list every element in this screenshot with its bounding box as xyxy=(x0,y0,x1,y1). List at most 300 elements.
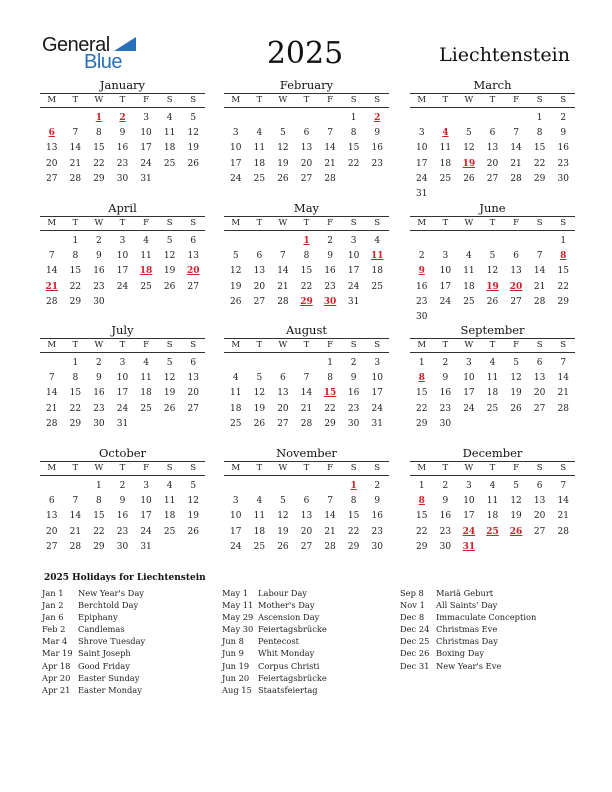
day-cell: 27 xyxy=(486,173,499,184)
day-cell: 28 xyxy=(510,173,522,184)
day-cell: 15 xyxy=(557,266,569,277)
month-name: July xyxy=(111,323,134,337)
day-cell: 27 xyxy=(253,296,266,307)
holiday-row xyxy=(42,635,222,647)
day-cell: 6 xyxy=(256,251,263,262)
day-cell: 24 xyxy=(439,296,452,307)
day-cell: 22 xyxy=(416,403,428,414)
day-cell: 2 xyxy=(327,236,333,246)
day-cell: 30 xyxy=(416,311,428,322)
day-cell: 1 xyxy=(560,236,567,246)
day-cell: 12 xyxy=(187,496,199,507)
holiday-row xyxy=(222,684,402,696)
day-cell: 27 xyxy=(300,541,313,552)
day-cell: 23 xyxy=(416,296,428,307)
weekday-label: T xyxy=(119,463,126,473)
weekday-label: F xyxy=(513,218,520,228)
day-cell: 26 xyxy=(463,173,475,184)
day-cell: 6 xyxy=(303,496,310,507)
holiday-day-cell: 20 xyxy=(509,281,523,292)
day-cell: 22 xyxy=(300,281,313,292)
day-cell: 5 xyxy=(513,481,519,491)
day-cell: 13 xyxy=(253,266,266,277)
day-cell: 8 xyxy=(350,496,357,507)
day-cell: 21 xyxy=(557,388,569,399)
day-cell: 4 xyxy=(256,496,263,507)
weekday-label: T xyxy=(442,463,449,473)
weekday-header xyxy=(410,338,575,353)
day-cell: 26 xyxy=(187,158,199,169)
day-cell: 13 xyxy=(533,373,546,384)
day-cell: 27 xyxy=(46,541,58,552)
weekday-header xyxy=(224,216,389,231)
day-cell: 8 xyxy=(72,373,79,384)
day-cell: 25 xyxy=(163,158,176,169)
weekday-label: W xyxy=(94,95,104,105)
weekday-header xyxy=(410,93,575,108)
day-cell: 25 xyxy=(140,281,152,292)
day-cell: 6 xyxy=(513,251,519,262)
holiday-row xyxy=(222,599,402,611)
weekday-label: T xyxy=(256,340,263,350)
day-cell: 7 xyxy=(72,496,79,507)
day-cell: 13 xyxy=(46,143,58,154)
day-cell: 14 xyxy=(557,373,569,384)
day-cell: 6 xyxy=(48,496,55,507)
day-cell: 9 xyxy=(96,251,102,262)
holiday-name: New Year's Day xyxy=(78,588,144,598)
day-grid xyxy=(224,356,389,432)
day-cell: 12 xyxy=(277,143,289,154)
holiday-day-cell: 1 xyxy=(350,481,357,491)
day-cell: 13 xyxy=(187,251,199,262)
holiday-name: Whit Monday xyxy=(258,648,315,659)
day-cell: 13 xyxy=(486,143,499,154)
day-cell: 4 xyxy=(143,358,149,368)
holiday-day-cell: 2 xyxy=(374,113,381,123)
day-cell: 28 xyxy=(324,173,336,184)
day-cell: 10 xyxy=(371,373,383,384)
holiday-date: Jan 2 xyxy=(42,600,64,611)
weekday-header xyxy=(40,338,205,353)
day-cell: 15 xyxy=(533,143,546,154)
holiday-day-cell: 2 xyxy=(119,113,126,123)
holiday-name: Good Friday xyxy=(78,660,130,671)
day-cell: 6 xyxy=(489,128,496,139)
day-cell: 4 xyxy=(466,251,472,262)
empty-cell xyxy=(248,111,272,126)
day-cell: 23 xyxy=(439,403,452,414)
day-cell: 30 xyxy=(439,418,452,429)
month-september xyxy=(410,323,575,432)
empty-cell xyxy=(271,111,295,126)
holiday-name: Labour Day xyxy=(258,588,307,598)
day-cell: 17 xyxy=(116,388,129,399)
day-cell: 30 xyxy=(347,418,360,429)
day-cell: 10 xyxy=(140,496,152,507)
day-cell: 14 xyxy=(46,388,58,399)
weekday-label: F xyxy=(143,340,150,350)
holiday-date: Apr 21 xyxy=(42,684,71,695)
day-cell: 26 xyxy=(510,403,522,414)
day-cell: 17 xyxy=(140,143,152,154)
day-cell: 28 xyxy=(324,541,336,552)
day-cell: 10 xyxy=(463,496,475,507)
day-cell: 10 xyxy=(230,511,242,522)
day-cell: 22 xyxy=(69,281,82,292)
day-cell: 17 xyxy=(140,511,152,522)
holiday-name: Easter Sunday xyxy=(78,672,140,683)
day-cell: 23 xyxy=(93,281,105,292)
day-cell: 16 xyxy=(439,511,452,522)
day-cell: 16 xyxy=(557,143,569,154)
weekday-label: S xyxy=(190,463,197,473)
day-cell: 19 xyxy=(163,388,176,399)
month-january xyxy=(40,78,205,187)
month-name: April xyxy=(108,201,137,215)
month-november xyxy=(224,446,389,555)
day-cell: 2 xyxy=(350,358,357,368)
day-cell: 29 xyxy=(557,296,569,307)
weekday-label: S xyxy=(374,218,381,228)
day-cell: 5 xyxy=(466,128,472,139)
day-cell: 27 xyxy=(533,403,546,414)
day-cell: 31 xyxy=(140,173,152,184)
holiday-date: Apr 20 xyxy=(42,672,71,683)
day-cell: 21 xyxy=(533,281,546,292)
holiday-date: Jan 1 xyxy=(42,588,64,598)
holiday-day-cell: 19 xyxy=(486,281,499,292)
day-cell: 5 xyxy=(190,113,197,123)
day-grid xyxy=(40,111,205,187)
day-cell: 1 xyxy=(350,113,357,123)
day-cell: 23 xyxy=(324,281,336,292)
holiday-row xyxy=(42,684,222,696)
day-cell: 22 xyxy=(93,526,105,537)
day-cell: 14 xyxy=(46,266,58,277)
holiday-date: Aug 15 xyxy=(222,684,252,695)
day-cell: 5 xyxy=(256,373,263,384)
month-name: March xyxy=(473,78,512,92)
day-cell: 4 xyxy=(489,358,496,368)
weekday-label: T xyxy=(489,463,496,473)
day-cell: 12 xyxy=(253,388,266,399)
weekday-label: F xyxy=(327,340,334,350)
weekday-label: T xyxy=(442,340,449,350)
holiday-name: Corpus Christi xyxy=(258,660,320,671)
day-cell: 14 xyxy=(300,388,313,399)
day-cell: 4 xyxy=(256,128,263,139)
day-cell: 17 xyxy=(463,388,475,399)
day-cell: 22 xyxy=(324,403,336,414)
day-cell: 16 xyxy=(439,388,452,399)
day-cell: 26 xyxy=(253,418,266,429)
day-cell: 18 xyxy=(253,526,266,537)
day-cell: 5 xyxy=(190,481,197,491)
day-cell: 8 xyxy=(96,496,102,507)
day-cell: 25 xyxy=(230,418,242,429)
weekday-label: S xyxy=(166,463,173,473)
day-cell: 9 xyxy=(119,496,126,507)
day-cell: 3 xyxy=(232,496,239,507)
holiday-name: Ascension Day xyxy=(258,612,320,623)
holiday-name: Mother's Day xyxy=(258,600,315,611)
day-cell: 23 xyxy=(93,403,105,414)
day-cell: 18 xyxy=(253,158,266,169)
day-cell: 6 xyxy=(303,128,310,139)
day-cell: 17 xyxy=(230,158,242,169)
holiday-row xyxy=(222,635,402,647)
empty-cell xyxy=(504,111,528,126)
day-cell: 13 xyxy=(300,143,313,154)
weekday-label: S xyxy=(190,340,197,350)
day-cell: 20 xyxy=(533,388,546,399)
weekday-label: S xyxy=(374,463,381,473)
day-cell: 24 xyxy=(116,403,129,414)
empty-cell xyxy=(318,479,342,494)
day-cell: 7 xyxy=(280,251,286,262)
month-june xyxy=(410,201,575,325)
weekday-label: T xyxy=(489,218,496,228)
day-cell: 7 xyxy=(327,128,333,139)
day-cell: 31 xyxy=(371,418,383,429)
holiday-column xyxy=(222,587,402,696)
weekday-label: S xyxy=(536,218,543,228)
day-cell: 18 xyxy=(163,511,176,522)
day-cell: 5 xyxy=(280,128,286,139)
day-cell: 20 xyxy=(46,158,58,169)
day-cell: 20 xyxy=(533,511,546,522)
weekday-header xyxy=(224,93,389,108)
day-cell: 5 xyxy=(513,358,519,368)
day-cell: 21 xyxy=(324,158,336,169)
day-cell: 16 xyxy=(116,511,129,522)
holiday-day-cell: 26 xyxy=(509,526,523,537)
day-cell: 20 xyxy=(300,526,313,537)
day-cell: 24 xyxy=(230,541,242,552)
weekday-label: F xyxy=(327,218,334,228)
day-cell: 4 xyxy=(166,481,173,491)
day-cell: 24 xyxy=(116,281,129,292)
day-cell: 21 xyxy=(69,158,82,169)
holiday-row xyxy=(222,660,402,672)
day-cell: 9 xyxy=(350,373,357,384)
weekday-label: S xyxy=(190,95,197,105)
day-cell: 25 xyxy=(486,403,499,414)
day-cell: 17 xyxy=(230,526,242,537)
month-name: September xyxy=(460,323,525,337)
day-grid xyxy=(224,234,389,310)
day-cell: 1 xyxy=(72,358,79,368)
holiday-day-cell: 30 xyxy=(323,296,337,307)
day-cell: 25 xyxy=(439,173,452,184)
day-cell: 19 xyxy=(230,281,242,292)
weekday-label: S xyxy=(560,218,567,228)
day-cell: 21 xyxy=(510,158,522,169)
day-cell: 8 xyxy=(327,373,333,384)
day-cell: 12 xyxy=(230,266,242,277)
day-cell: 30 xyxy=(557,173,569,184)
day-cell: 27 xyxy=(533,526,546,537)
day-cell: 5 xyxy=(489,251,496,262)
weekday-label: S xyxy=(350,340,357,350)
empty-cell xyxy=(410,111,434,126)
day-cell: 3 xyxy=(350,236,357,246)
day-grid xyxy=(410,234,575,325)
holiday-date: Dec 25 xyxy=(400,636,430,647)
day-cell: 11 xyxy=(253,143,266,154)
day-cell: 25 xyxy=(253,173,266,184)
day-cell: 15 xyxy=(93,143,105,154)
holiday-name: Candlemas xyxy=(78,624,125,635)
day-cell: 18 xyxy=(163,143,176,154)
day-cell: 23 xyxy=(371,526,383,537)
day-cell: 3 xyxy=(466,358,472,368)
day-cell: 21 xyxy=(46,403,58,414)
month-april xyxy=(40,201,205,310)
day-cell: 8 xyxy=(96,128,102,139)
day-cell: 7 xyxy=(48,373,55,384)
weekday-label: M xyxy=(47,463,57,473)
day-cell: 12 xyxy=(510,496,522,507)
day-cell: 28 xyxy=(557,526,569,537)
holiday-date: Mar 19 xyxy=(42,648,73,659)
day-cell: 6 xyxy=(280,373,286,384)
weekday-label: S xyxy=(166,218,173,228)
weekday-label: M xyxy=(417,340,427,350)
empty-cell xyxy=(224,234,248,249)
weekday-label: M xyxy=(47,95,57,105)
weekday-label: M xyxy=(417,463,427,473)
day-cell: 14 xyxy=(557,496,569,507)
day-cell: 4 xyxy=(143,236,149,246)
day-cell: 18 xyxy=(486,388,499,399)
day-cell: 29 xyxy=(416,418,428,429)
day-cell: 27 xyxy=(510,296,522,307)
day-cell: 4 xyxy=(232,373,239,384)
day-cell: 25 xyxy=(371,281,383,292)
day-cell: 20 xyxy=(253,281,266,292)
empty-cell xyxy=(40,479,64,494)
weekday-label: M xyxy=(47,340,57,350)
day-cell: 29 xyxy=(69,418,82,429)
weekday-label: T xyxy=(72,95,79,105)
calendar-year: 2025 xyxy=(266,36,344,71)
day-cell: 11 xyxy=(463,266,475,277)
day-cell: 10 xyxy=(140,128,152,139)
day-cell: 28 xyxy=(277,296,289,307)
holiday-day-cell: 19 xyxy=(462,158,476,169)
day-cell: 14 xyxy=(510,143,522,154)
day-cell: 27 xyxy=(187,281,199,292)
day-cell: 21 xyxy=(557,511,569,522)
day-cell: 24 xyxy=(347,281,360,292)
empty-cell xyxy=(271,479,295,494)
weekday-label: T xyxy=(489,95,496,105)
day-cell: 10 xyxy=(347,251,360,262)
logo-triangle-icon xyxy=(114,37,136,51)
day-cell: 24 xyxy=(416,173,428,184)
empty-cell xyxy=(295,479,319,494)
day-cell: 29 xyxy=(416,541,428,552)
weekday-label: T xyxy=(303,463,310,473)
weekday-label: T xyxy=(256,218,263,228)
holiday-row xyxy=(42,647,222,659)
empty-cell xyxy=(40,234,64,249)
day-cell: 7 xyxy=(72,128,79,139)
day-cell: 15 xyxy=(347,143,360,154)
logo-text-blue: Blue xyxy=(84,51,123,73)
weekday-label: F xyxy=(513,463,520,473)
day-cell: 20 xyxy=(46,526,58,537)
month-october xyxy=(40,446,205,555)
weekday-label: S xyxy=(350,95,357,105)
holiday-row xyxy=(42,660,222,672)
holiday-date: Mar 4 xyxy=(42,636,68,647)
weekday-label: W xyxy=(278,218,288,228)
empty-cell xyxy=(224,479,248,494)
day-cell: 17 xyxy=(463,511,475,522)
weekday-label: M xyxy=(231,463,241,473)
day-cell: 16 xyxy=(324,266,336,277)
empty-cell xyxy=(248,479,272,494)
weekday-label: T xyxy=(256,95,263,105)
weekday-label: S xyxy=(560,95,567,105)
weekday-label: W xyxy=(94,218,104,228)
day-cell: 30 xyxy=(439,541,452,552)
weekday-label: S xyxy=(374,95,381,105)
day-cell: 14 xyxy=(324,511,336,522)
day-cell: 17 xyxy=(116,266,129,277)
day-cell: 2 xyxy=(96,236,102,246)
day-cell: 11 xyxy=(486,496,499,507)
day-cell: 11 xyxy=(140,373,152,384)
day-cell: 8 xyxy=(72,251,79,262)
holiday-name: Christmas Eve xyxy=(436,624,498,635)
day-cell: 24 xyxy=(463,403,475,414)
empty-cell xyxy=(248,234,272,249)
day-cell: 18 xyxy=(371,266,383,277)
weekday-label: T xyxy=(119,95,126,105)
empty-cell xyxy=(481,234,505,249)
day-cell: 6 xyxy=(190,358,197,368)
weekday-label: S xyxy=(536,95,543,105)
weekday-header xyxy=(40,216,205,231)
weekday-label: T xyxy=(489,340,496,350)
month-name: June xyxy=(479,201,506,215)
day-cell: 21 xyxy=(69,526,82,537)
day-cell: 12 xyxy=(163,373,176,384)
month-december xyxy=(410,446,575,555)
day-cell: 2 xyxy=(119,481,126,491)
day-cell: 29 xyxy=(324,418,336,429)
day-cell: 3 xyxy=(119,236,126,246)
month-name: August xyxy=(285,323,327,337)
day-cell: 26 xyxy=(230,296,242,307)
holiday-row xyxy=(222,587,402,599)
empty-cell xyxy=(410,234,434,249)
empty-cell xyxy=(224,356,248,371)
day-cell: 11 xyxy=(253,511,266,522)
weekday-label: M xyxy=(231,340,241,350)
day-cell: 31 xyxy=(347,296,360,307)
weekday-label: S xyxy=(536,463,543,473)
day-cell: 12 xyxy=(277,511,289,522)
day-cell: 23 xyxy=(347,403,360,414)
day-cell: 28 xyxy=(300,418,313,429)
day-cell: 16 xyxy=(116,143,129,154)
holiday-date: Jun 8 xyxy=(222,636,244,647)
